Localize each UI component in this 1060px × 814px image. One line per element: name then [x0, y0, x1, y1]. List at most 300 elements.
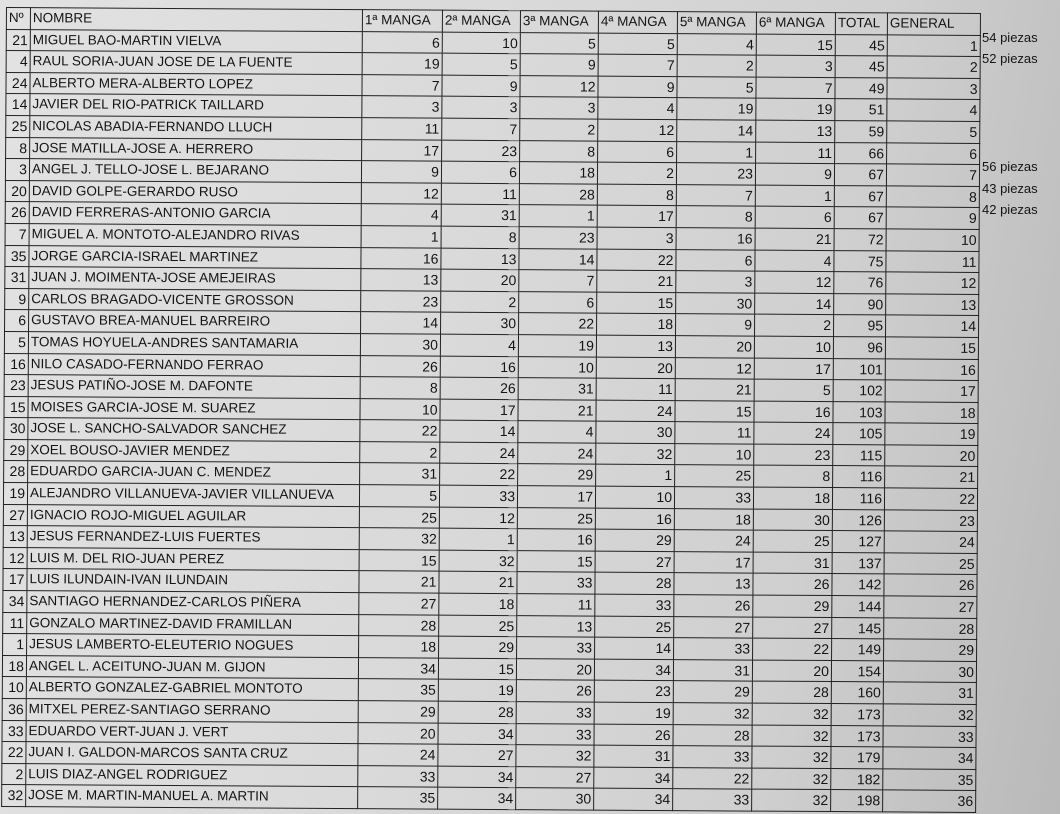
- team-number-cell: 15: [4, 396, 28, 418]
- round-4-cell: 28: [595, 573, 674, 595]
- total-cell: 101: [833, 358, 885, 380]
- team-number-cell: 24: [6, 72, 30, 94]
- total-cell: 173: [831, 704, 883, 726]
- round-1-cell: 13: [361, 269, 441, 291]
- round-4-cell: 2: [597, 162, 676, 184]
- round-5-cell: 31: [673, 659, 752, 681]
- round-1-cell: 4: [361, 204, 441, 226]
- general-cell: 32: [883, 704, 976, 726]
- total-cell: 67: [834, 164, 886, 186]
- round-3-cell: 33: [517, 572, 595, 594]
- round-2-cell: 20: [441, 269, 519, 291]
- round-3-cell: 9: [520, 54, 598, 76]
- team-number-cell: 5: [4, 331, 28, 353]
- round-3-cell: 21: [518, 399, 596, 421]
- round-4-cell: 33: [595, 594, 674, 616]
- round-6-cell: 18: [753, 487, 832, 509]
- round-1-cell: 27: [359, 593, 439, 615]
- pieces-note: 56 piezas: [982, 159, 1038, 175]
- total-cell: 76: [834, 272, 886, 294]
- round-3-cell: 12: [520, 75, 598, 97]
- team-number-cell: 18: [2, 655, 26, 677]
- round-2-cell: 1: [439, 528, 517, 550]
- col-header-number: Nº: [6, 8, 30, 30]
- round-3-cell: 24: [518, 443, 596, 465]
- round-1-cell: 19: [362, 53, 442, 75]
- round-3-cell: 32: [516, 745, 594, 767]
- team-name-cell: DAVID GOLPE-GERARDO RUSO: [29, 180, 361, 204]
- round-1-cell: 11: [362, 118, 442, 140]
- round-3-cell: 30: [516, 788, 594, 810]
- team-name-cell: DAVID FERRERAS-ANTONIO GARCIA: [29, 202, 361, 226]
- round-6-cell: 32: [752, 725, 831, 747]
- general-cell: 7: [886, 164, 979, 186]
- round-6-cell: 28: [752, 681, 831, 703]
- team-name-cell: RAUL SORIA-JUAN JOSE DE LA FUENTE: [30, 51, 362, 75]
- round-1-cell: 7: [362, 74, 442, 96]
- round-4-cell: 30: [596, 421, 675, 443]
- round-5-cell: 6: [676, 249, 755, 271]
- round-1-cell: 9: [361, 161, 441, 183]
- round-4-cell: 34: [594, 659, 673, 681]
- round-6-cell: 11: [756, 142, 835, 164]
- round-1-cell: 20: [358, 722, 438, 744]
- team-number-cell: 31: [5, 267, 29, 289]
- total-cell: 173: [831, 725, 883, 747]
- round-5-cell: 4: [677, 33, 756, 55]
- team-number-cell: 35: [5, 245, 29, 267]
- total-cell: 149: [832, 639, 884, 661]
- team-name-cell: ALBERTO GONZALEZ-GABRIEL MONTOTO: [26, 677, 358, 701]
- total-cell: 126: [832, 509, 884, 531]
- round-5-cell: 32: [673, 703, 752, 725]
- team-name-cell: EDUARDO VERT-JUAN J. VERT: [26, 720, 358, 744]
- round-6-cell: 1: [755, 185, 834, 207]
- round-2-cell: 4: [440, 334, 518, 356]
- team-number-cell: 12: [3, 547, 27, 569]
- round-2-cell: 32: [439, 550, 517, 572]
- general-cell: 27: [884, 596, 977, 618]
- general-cell: 20: [885, 445, 978, 467]
- team-number-cell: 28: [4, 461, 28, 483]
- round-4-cell: 34: [594, 788, 673, 810]
- round-5-cell: 33: [673, 746, 752, 768]
- round-5-cell: 19: [677, 98, 756, 120]
- round-6-cell: 23: [754, 444, 833, 466]
- total-cell: 179: [831, 747, 883, 769]
- round-1-cell: 10: [360, 398, 440, 420]
- round-3-cell: 8: [520, 140, 598, 162]
- round-5-cell: 24: [674, 530, 753, 552]
- total-cell: 160: [831, 682, 883, 704]
- round-4-cell: 29: [595, 529, 674, 551]
- col-header-total: TOTAL: [835, 13, 887, 35]
- round-4-cell: 19: [594, 702, 673, 724]
- team-number-cell: 13: [3, 526, 27, 548]
- round-2-cell: 34: [438, 788, 516, 810]
- round-1-cell: 8: [360, 377, 440, 399]
- team-name-cell: JESUS PATIÑO-JOSE M. DAFONTE: [28, 375, 360, 399]
- round-2-cell: 30: [441, 312, 519, 334]
- round-4-cell: 9: [598, 76, 677, 98]
- round-2-cell: 26: [440, 377, 518, 399]
- team-name-cell: GUSTAVO BREA-MANUEL BARREIRO: [29, 310, 361, 334]
- total-cell: 45: [835, 34, 887, 56]
- round-5-cell: 10: [675, 443, 754, 465]
- team-name-cell: GONZALO MARTINEZ-DAVID FRAMILLAN: [27, 612, 359, 636]
- total-cell: 103: [833, 401, 885, 423]
- round-5-cell: 29: [673, 681, 752, 703]
- round-5-cell: 25: [675, 465, 754, 487]
- round-3-cell: 10: [518, 356, 596, 378]
- round-1-cell: 28: [359, 614, 439, 636]
- round-5-cell: 1: [677, 141, 756, 163]
- round-5-cell: 3: [676, 271, 755, 293]
- round-1-cell: 6: [362, 31, 442, 53]
- team-number-cell: 30: [4, 418, 28, 440]
- round-3-cell: 3: [520, 97, 598, 119]
- team-name-cell: JOSE L. SANCHO-SALVADOR SANCHEZ: [28, 418, 360, 442]
- general-cell: 23: [884, 510, 977, 532]
- round-4-cell: 5: [598, 33, 677, 55]
- round-6-cell: 22: [753, 638, 832, 660]
- round-1-cell: 2: [360, 442, 440, 464]
- round-3-cell: 27: [516, 766, 594, 788]
- round-2-cell: 3: [442, 97, 520, 119]
- round-1-cell: 14: [361, 312, 441, 334]
- total-cell: 137: [832, 552, 884, 574]
- team-name-cell: ALEJANDRO VILLANUEVA-JAVIER VILLANUEVA: [27, 483, 359, 507]
- total-cell: 45: [835, 56, 887, 78]
- round-1-cell: 22: [360, 420, 440, 442]
- round-4-cell: 1: [596, 465, 675, 487]
- team-number-cell: 36: [2, 698, 26, 720]
- team-number-cell: 6: [5, 310, 29, 332]
- round-6-cell: 27: [753, 617, 832, 639]
- team-number-cell: 22: [2, 742, 26, 764]
- general-cell: 4: [887, 99, 980, 121]
- round-5-cell: 2: [677, 55, 756, 77]
- team-name-cell: LUIS DIAZ-ANGEL RODRIGUEZ: [26, 763, 358, 787]
- round-5-cell: 12: [675, 357, 754, 379]
- round-1-cell: 32: [359, 528, 439, 550]
- team-number-cell: 17: [3, 569, 27, 591]
- round-3-cell: 16: [517, 529, 595, 551]
- round-2-cell: 25: [439, 615, 517, 637]
- general-cell: 31: [883, 682, 976, 704]
- round-4-cell: 22: [597, 249, 676, 271]
- round-5-cell: 33: [674, 638, 753, 660]
- round-3-cell: 18: [519, 162, 597, 184]
- round-1-cell: 26: [360, 355, 440, 377]
- total-cell: 59: [835, 121, 887, 143]
- round-1-cell: 35: [358, 679, 438, 701]
- round-2-cell: 31: [441, 205, 519, 227]
- team-number-cell: 21: [6, 29, 30, 51]
- col-header-round-3: 3ª MANGA: [520, 11, 598, 33]
- general-cell: 33: [883, 725, 976, 747]
- general-cell: 17: [885, 380, 978, 402]
- general-cell: 14: [886, 315, 979, 337]
- round-4-cell: 15: [597, 292, 676, 314]
- general-cell: 19: [885, 423, 978, 445]
- team-name-cell: TOMAS HOYUELA-ANDRES SANTAMARIA: [28, 332, 360, 356]
- round-5-cell: 15: [675, 400, 754, 422]
- table-row: [2, 785, 976, 813]
- general-cell: 18: [885, 402, 978, 424]
- team-number-cell: 16: [4, 353, 28, 375]
- general-cell: 26: [884, 574, 977, 596]
- total-cell: 116: [833, 466, 885, 488]
- team-name-cell: NILO CASADO-FERNANDO FERRAO: [28, 353, 360, 377]
- total-cell: 142: [832, 574, 884, 596]
- round-2-cell: 10: [442, 32, 520, 54]
- round-2-cell: 15: [438, 658, 516, 680]
- team-number-cell: 2: [2, 763, 26, 785]
- round-1-cell: 33: [358, 765, 438, 787]
- team-number-cell: 25: [6, 115, 30, 137]
- team-number-cell: 4: [6, 51, 30, 73]
- team-name-cell: JAVIER DEL RIO-PATRICK TAILLARD: [30, 94, 362, 118]
- round-1-cell: 29: [358, 701, 438, 723]
- round-6-cell: 13: [756, 120, 835, 142]
- round-2-cell: 2: [441, 291, 519, 313]
- round-6-cell: 9: [755, 163, 834, 185]
- round-2-cell: 11: [441, 183, 519, 205]
- round-3-cell: 7: [519, 270, 597, 292]
- round-5-cell: 33: [673, 789, 752, 811]
- round-3-cell: 31: [518, 378, 596, 400]
- round-6-cell: 20: [752, 660, 831, 682]
- pieces-note: 43 piezas: [982, 180, 1038, 196]
- general-cell: 8: [886, 186, 979, 208]
- round-5-cell: 14: [677, 120, 756, 142]
- round-3-cell: 33: [516, 723, 594, 745]
- round-2-cell: 9: [442, 75, 520, 97]
- round-4-cell: 21: [597, 270, 676, 292]
- general-cell: 22: [884, 488, 977, 510]
- general-cell: 35: [883, 769, 976, 791]
- round-5-cell: 30: [676, 292, 755, 314]
- round-2-cell: 27: [438, 744, 516, 766]
- round-1-cell: 23: [361, 290, 441, 312]
- general-cell: 16: [885, 358, 978, 380]
- round-1-cell: 12: [361, 182, 441, 204]
- round-2-cell: 7: [442, 118, 520, 140]
- round-3-cell: 28: [519, 183, 597, 205]
- round-5-cell: 16: [676, 228, 755, 250]
- team-number-cell: 33: [2, 720, 26, 742]
- round-3-cell: 26: [516, 680, 594, 702]
- team-number-cell: 32: [2, 785, 26, 807]
- team-name-cell: XOEL BOUSO-JAVIER MENDEZ: [28, 440, 360, 464]
- total-cell: 154: [831, 660, 883, 682]
- total-cell: 116: [832, 488, 884, 510]
- team-name-cell: IGNACIO ROJO-MIGUEL AGUILAR: [27, 504, 359, 528]
- round-3-cell: 14: [519, 248, 597, 270]
- round-6-cell: 16: [754, 401, 833, 423]
- team-number-cell: 34: [3, 591, 27, 613]
- team-name-cell: MIGUEL A. MONTOTO-ALEJANDRO RIVAS: [29, 224, 361, 248]
- round-2-cell: 14: [440, 420, 518, 442]
- round-3-cell: 1: [519, 205, 597, 227]
- round-1-cell: 24: [358, 744, 438, 766]
- round-6-cell: 4: [755, 250, 834, 272]
- team-name-cell: SANTIAGO HERNANDEZ-CARLOS PIÑERA: [27, 591, 359, 615]
- round-4-cell: 12: [598, 119, 677, 141]
- round-4-cell: 14: [595, 637, 674, 659]
- round-4-cell: 17: [597, 205, 676, 227]
- round-6-cell: 6: [755, 206, 834, 228]
- general-cell: 6: [887, 142, 980, 164]
- team-name-cell: CARLOS BRAGADO-VICENTE GROSSON: [29, 288, 361, 312]
- team-number-cell: 14: [6, 94, 30, 116]
- round-3-cell: 11: [517, 594, 595, 616]
- total-cell: 75: [834, 250, 886, 272]
- col-header-round-4: 4ª MANGA: [598, 11, 677, 33]
- team-name-cell: LUIS ILUNDAIN-IVAN ILUNDAIN: [27, 569, 359, 593]
- round-4-cell: 27: [595, 551, 674, 573]
- round-4-cell: 4: [598, 97, 677, 119]
- total-cell: 127: [832, 531, 884, 553]
- team-name-cell: JORGE GARCIA-ISRAEL MARTINEZ: [29, 245, 361, 269]
- round-1-cell: 18: [359, 636, 439, 658]
- round-4-cell: 8: [597, 184, 676, 206]
- round-6-cell: 30: [753, 509, 832, 531]
- round-6-cell: 7: [756, 77, 835, 99]
- round-4-cell: 20: [596, 357, 675, 379]
- total-cell: 66: [835, 142, 887, 164]
- round-3-cell: 23: [519, 227, 597, 249]
- round-5-cell: 23: [676, 163, 755, 185]
- team-name-cell: ANGEL L. ACEITUNO-JUAN M. GIJON: [26, 655, 358, 679]
- round-4-cell: 32: [596, 443, 675, 465]
- round-2-cell: 33: [439, 485, 517, 507]
- pieces-note: 54 piezas: [982, 29, 1038, 45]
- general-cell: 28: [884, 617, 977, 639]
- round-6-cell: 14: [755, 293, 834, 315]
- round-3-cell: 25: [517, 507, 595, 529]
- team-name-cell: JOSE M. MARTIN-MANUEL A. MARTIN: [26, 785, 358, 809]
- round-1-cell: 30: [360, 334, 440, 356]
- round-3-cell: 22: [519, 313, 597, 335]
- round-5-cell: 7: [676, 184, 755, 206]
- round-3-cell: 5: [520, 32, 598, 54]
- total-cell: 67: [834, 207, 886, 229]
- team-name-cell: MITXEL PEREZ-SANTIAGO SERRANO: [26, 699, 358, 723]
- round-5-cell: 27: [674, 616, 753, 638]
- general-cell: 11: [886, 250, 979, 272]
- team-number-cell: 8: [6, 137, 30, 159]
- total-cell: 198: [831, 790, 883, 812]
- col-header-general: GENERAL: [887, 13, 980, 35]
- team-name-cell: NICOLAS ABADIA-FERNANDO LLUCH: [30, 116, 362, 140]
- round-6-cell: 32: [752, 789, 831, 811]
- round-6-cell: 17: [754, 358, 833, 380]
- results-table: [1, 7, 981, 813]
- round-4-cell: 31: [594, 745, 673, 767]
- total-cell: 72: [834, 229, 886, 251]
- round-2-cell: 21: [439, 572, 517, 594]
- total-cell: 90: [834, 293, 886, 315]
- team-number-cell: 23: [4, 375, 28, 397]
- round-4-cell: 34: [594, 767, 673, 789]
- total-cell: 95: [834, 315, 886, 337]
- team-name-cell: EDUARDO GARCIA-JUAN C. MENDEZ: [28, 461, 360, 485]
- round-4-cell: 13: [596, 335, 675, 357]
- total-cell: 144: [832, 596, 884, 618]
- general-cell: 24: [884, 531, 977, 553]
- round-2-cell: 17: [440, 399, 518, 421]
- team-name-cell: MOISES GARCIA-JOSE M. SUAREZ: [28, 396, 360, 420]
- team-name-cell: JESUS LAMBERTO-ELEUTERIO NOGUES: [27, 634, 359, 658]
- round-3-cell: 15: [517, 550, 595, 572]
- round-5-cell: 21: [675, 379, 754, 401]
- team-name-cell: LUIS M. DEL RIO-JUAN PEREZ: [27, 547, 359, 571]
- round-4-cell: 3: [597, 227, 676, 249]
- round-3-cell: 4: [518, 421, 596, 443]
- round-2-cell: 18: [439, 593, 517, 615]
- round-6-cell: 5: [754, 379, 833, 401]
- team-name-cell: ANGEL J. TELLO-JOSE L. BEJARANO: [29, 159, 361, 183]
- round-6-cell: 19: [756, 98, 835, 120]
- general-cell: 25: [884, 553, 977, 575]
- col-header-round-6: 6ª MANGA: [756, 12, 835, 34]
- round-5-cell: 22: [673, 767, 752, 789]
- round-5-cell: 18: [674, 508, 753, 530]
- round-6-cell: 32: [752, 703, 831, 725]
- round-4-cell: 6: [598, 141, 677, 163]
- round-3-cell: 33: [516, 702, 594, 724]
- round-6-cell: 12: [755, 271, 834, 293]
- team-number-cell: 3: [5, 159, 29, 181]
- round-6-cell: 31: [753, 552, 832, 574]
- pieces-note: 42 piezas: [982, 202, 1038, 218]
- general-cell: 21: [885, 466, 978, 488]
- round-2-cell: 34: [438, 766, 516, 788]
- team-name-cell: ALBERTO MERA-ALBERTO LOPEZ: [30, 72, 362, 96]
- round-2-cell: 16: [440, 356, 518, 378]
- team-number-cell: 1: [3, 634, 27, 656]
- round-5-cell: 13: [674, 573, 753, 595]
- round-3-cell: 17: [517, 486, 595, 508]
- round-2-cell: 5: [442, 53, 520, 75]
- col-header-round-1: 1ª MANGA: [362, 10, 442, 32]
- total-cell: 49: [835, 77, 887, 99]
- general-cell: 36: [883, 790, 976, 812]
- general-cell: 5: [887, 121, 980, 143]
- total-cell: 145: [832, 617, 884, 639]
- round-6-cell: 15: [756, 34, 835, 56]
- round-2-cell: 13: [441, 248, 519, 270]
- round-6-cell: 24: [754, 422, 833, 444]
- team-number-cell: 9: [5, 288, 29, 310]
- pieces-note: 52 piezas: [982, 51, 1038, 67]
- round-6-cell: 26: [753, 574, 832, 596]
- round-2-cell: 34: [438, 723, 516, 745]
- round-5-cell: 8: [676, 206, 755, 228]
- round-4-cell: 11: [596, 378, 675, 400]
- team-number-cell: 29: [4, 439, 28, 461]
- round-3-cell: 13: [517, 615, 595, 637]
- round-1-cell: 34: [358, 657, 438, 679]
- round-6-cell: 25: [753, 530, 832, 552]
- general-cell: 2: [887, 56, 980, 78]
- round-5-cell: 17: [674, 551, 753, 573]
- team-number-cell: 27: [3, 504, 27, 526]
- round-6-cell: 32: [752, 768, 831, 790]
- round-4-cell: 23: [594, 681, 673, 703]
